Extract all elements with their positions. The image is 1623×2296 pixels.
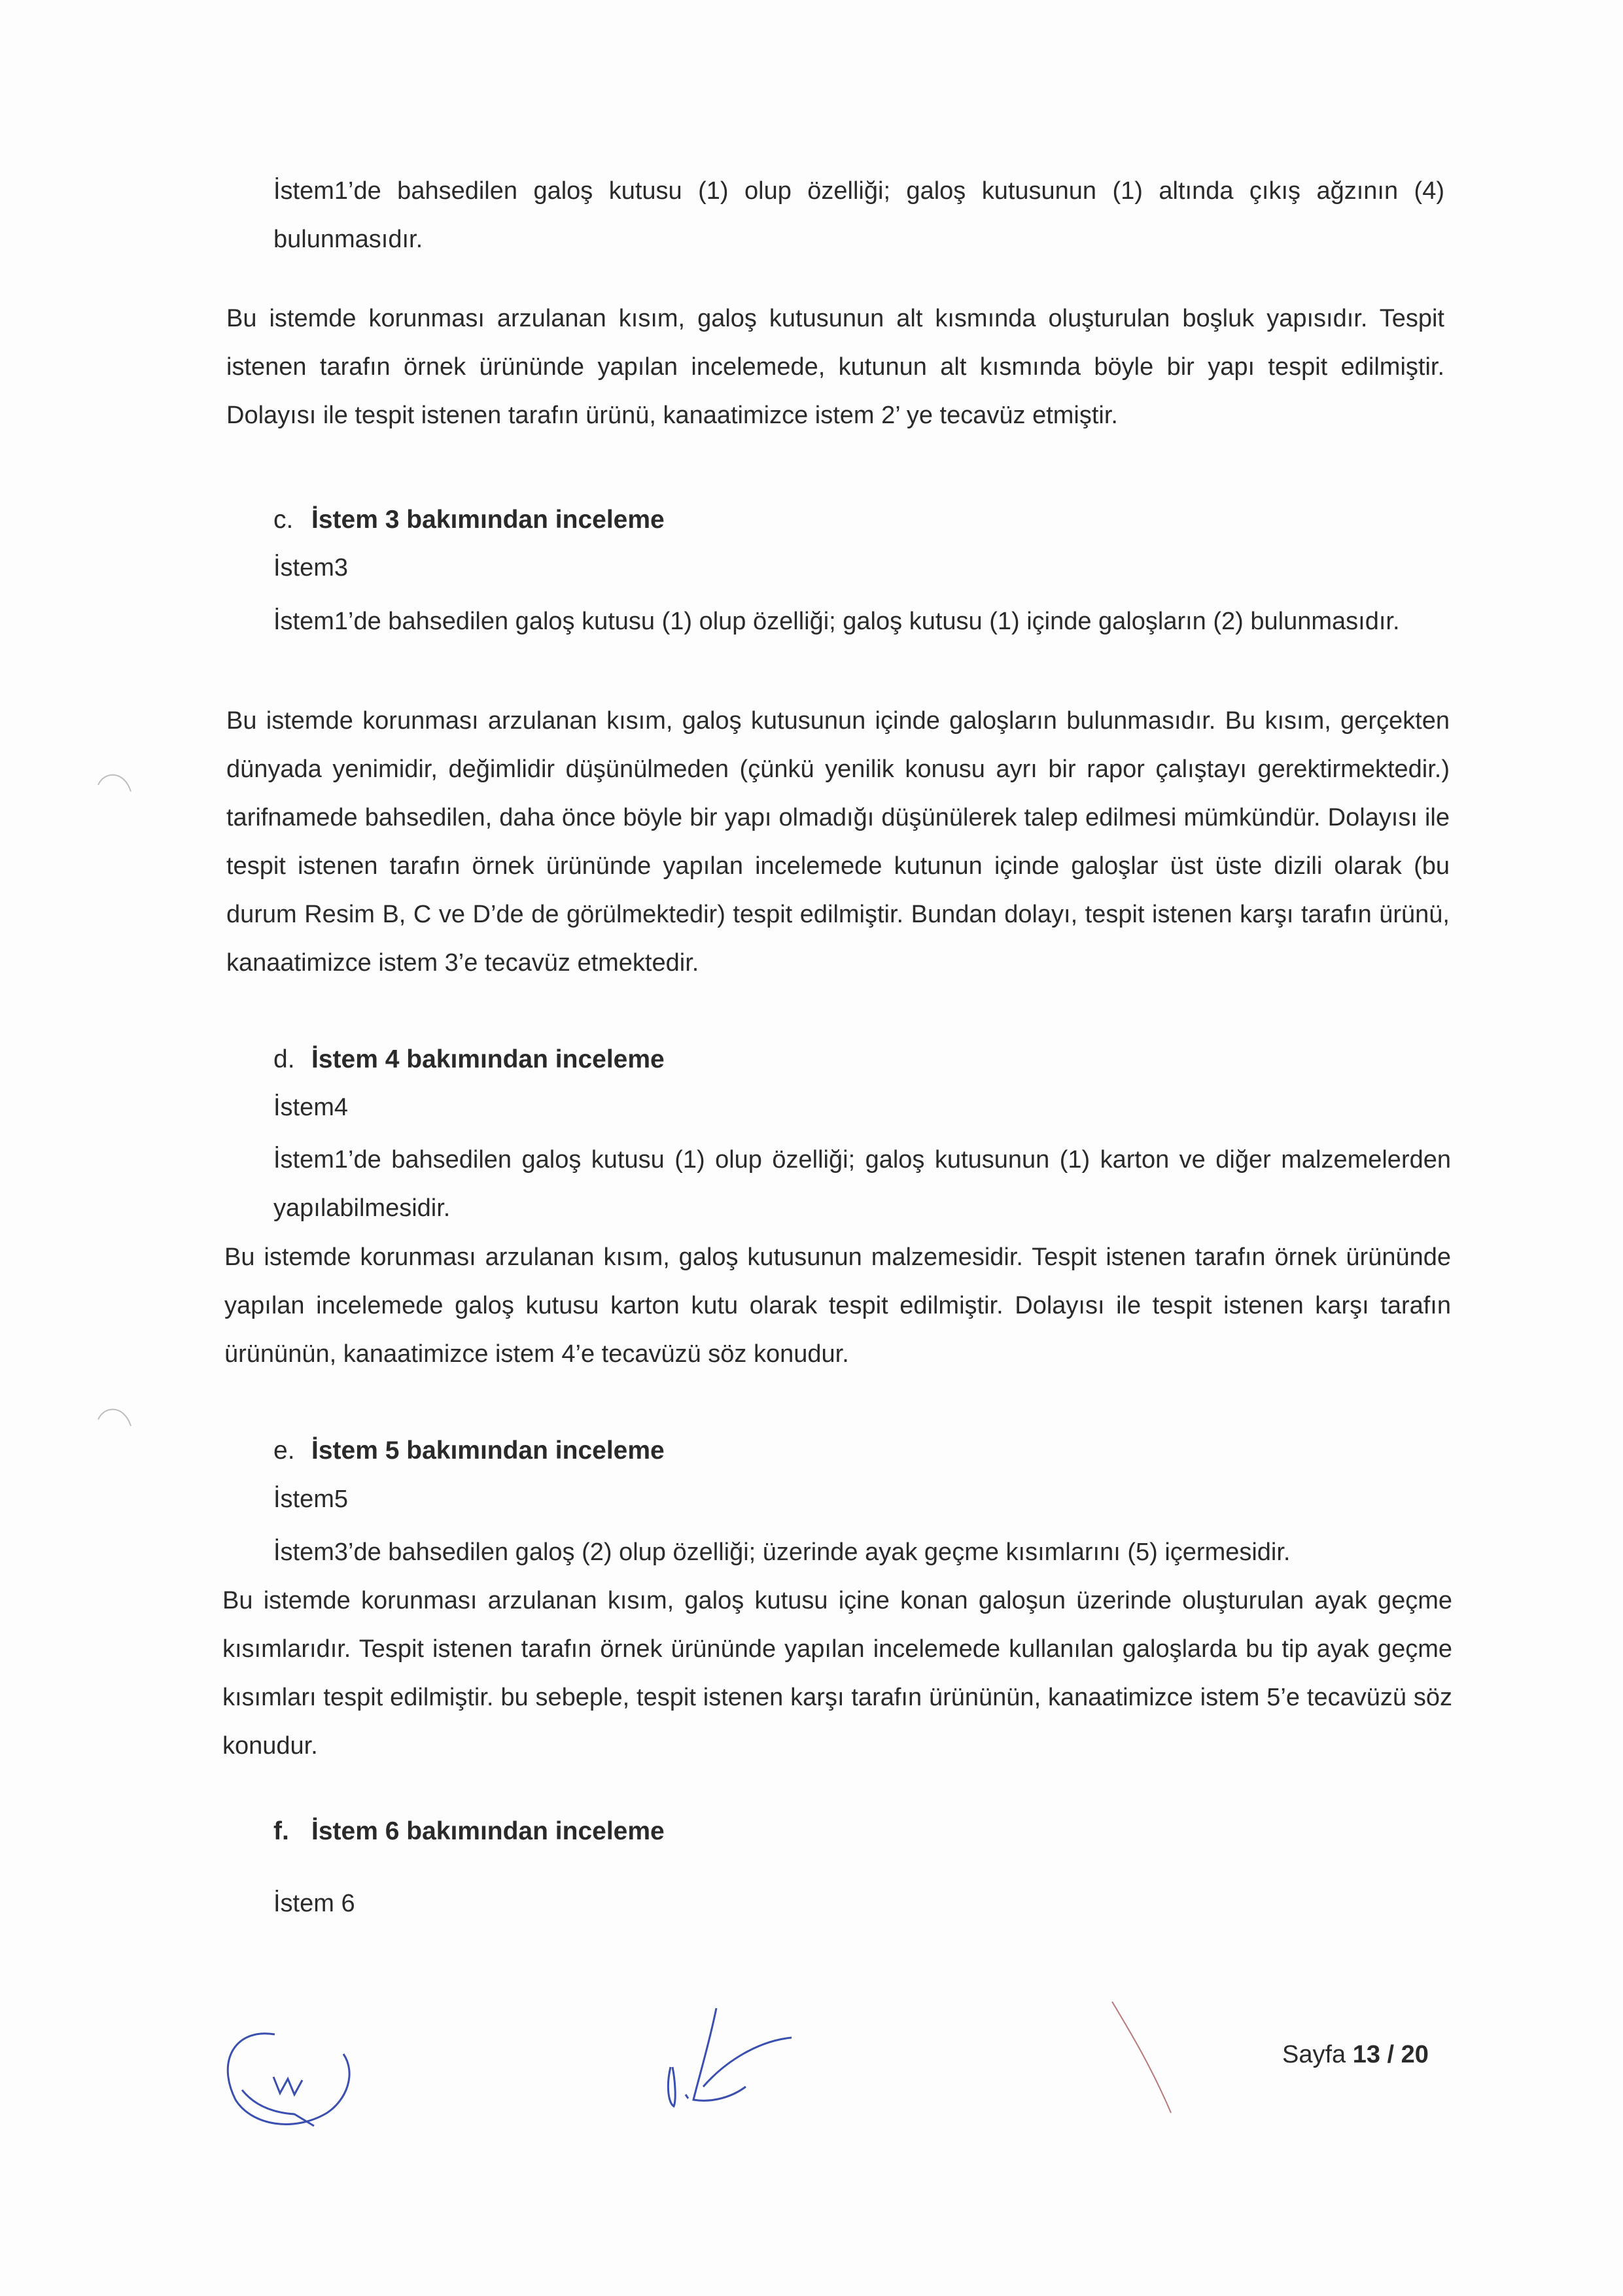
- claim-2-analysis: Bu istemde korunması arzulanan kısım, galoş kutusunun alt kısmında oluşturulan boşluk yapısıdır. Tespit istenen tarafın örnek ürününde yapılan incelemede, kutunun alt kısmında böyle bir yapı tespit edilmiştir. Dolayısı ile tespit istenen tarafın ürünü, kanaatimizce istem 2’ ye tecavüz etmiştir.: [226, 305, 1444, 429]
- section-e-claim-text: İstem3’de bahsedilen galoş (2) olup özelliği; üzerinde ayak geçme kısımlarını (5) içermesidir.: [273, 1539, 1291, 1566]
- section-e-letter: e.: [273, 1436, 295, 1465]
- punch-hole-mark-lower: [92, 1400, 137, 1446]
- page-word: Sayfa: [1282, 2041, 1346, 2068]
- section-d-claim-text: İstem1’de bahsedilen galoş kutusu (1) olup özelliği; galoş kutusunun (1) karton ve diğer malzemelerden yapılabilmesidir.: [273, 1146, 1451, 1222]
- section-c-claim-label: İstem3: [273, 554, 349, 582]
- section-d-analysis: Bu istemde korunması arzulanan kısım, galoş kutusunun malzemesidir. Tespit istenen tarafın örnek ürününde yapılan incelemede galoş kutusu karton kutu olarak tespit edilmiştir. Dolayısı ile tespit istenen karşı tarafın ürününün, kanaatimizce istem 4’e tecavüzü söz konudur.: [224, 1244, 1451, 1368]
- section-f-claim-label: İstem 6: [273, 1890, 355, 1917]
- section-e-heading: [273, 1431, 665, 1470]
- section-d-letter: d.: [273, 1045, 295, 1073]
- section-e-claim-label: İstem5: [273, 1486, 349, 1513]
- section-f-letter: f.: [273, 1817, 289, 1845]
- section-c-heading: [273, 500, 665, 540]
- section-e-analysis: Bu istemde korunması arzulanan kısım, galoş kutusu içine konan galoşun üzerinde oluşturulan ayak geçme kısımlarıdır. Tespit istenen tarafın örnek ürününde yapılan incelemede kullanılan galoşlarda bu tip ayak geçme kısımları tespit edilmiştir. bu sebeple, tespit istenen karşı tarafın ürününün, kanaatimizce istem 5’e tecavüzü söz konudur.: [222, 1587, 1452, 1760]
- section-c-claim-text: İstem1’de bahsedilen galoş kutusu (1) olup özelliği; galoş kutusu (1) içinde galoşların (2) bulunmasıdır.: [273, 608, 1400, 635]
- section-c-title: İstem 3 bakımından inceleme: [311, 506, 665, 534]
- claim-2-text: İstem1’de bahsedilen galoş kutusu (1) olup özelliği; galoş kutusunun (1) altında çıkış ağzının (4) bulunmasıdır.: [273, 177, 1444, 253]
- section-e-title: İstem 5 bakımından inceleme: [311, 1436, 665, 1465]
- section-d-claim-label: İstem4: [273, 1094, 349, 1121]
- section-c-letter: c.: [273, 506, 294, 534]
- page-number: [1282, 2041, 1429, 2069]
- section-f-heading: [273, 1812, 665, 1851]
- punch-hole-mark-upper: [92, 765, 137, 811]
- signature-center: [654, 1989, 805, 2119]
- section-d-heading: [273, 1040, 665, 1079]
- pen-stroke-mark: [1106, 1995, 1184, 2126]
- section-c-analysis: Bu istemde korunması arzulanan kısım, galoş kutusunun içinde galoşların bulunmasıdır. Bu kısım, gerçekten dünyada yenimidir, değimlidir düşünülmeden (çünkü yenilik konusu ayrı bir rapor çalıştayı gerektirmektedir.) tarifnamede bahsedilen, daha önce böyle bir yapı olmadığı düşünülerek talep edilmesi mümkündür. Dolayısı ile tespit istenen tarafın örnek ürününde yapılan incelemede kutunun içinde galoşlar üst üste dizili olarak (bu durum Resim B, C ve D’de de görülmektedir) tespit edilmiştir. Bundan dolayı, tespit istenen karşı tarafın ürünü, kanaatimizce istem 3’e tecavüz etmektedir.: [226, 707, 1450, 977]
- signature-left: [216, 1995, 360, 2139]
- section-d-title: İstem 4 bakımından inceleme: [311, 1045, 665, 1073]
- section-f-title: İstem 6 bakımından inceleme: [311, 1817, 665, 1845]
- page-number-value: 13 / 20: [1352, 2041, 1429, 2068]
